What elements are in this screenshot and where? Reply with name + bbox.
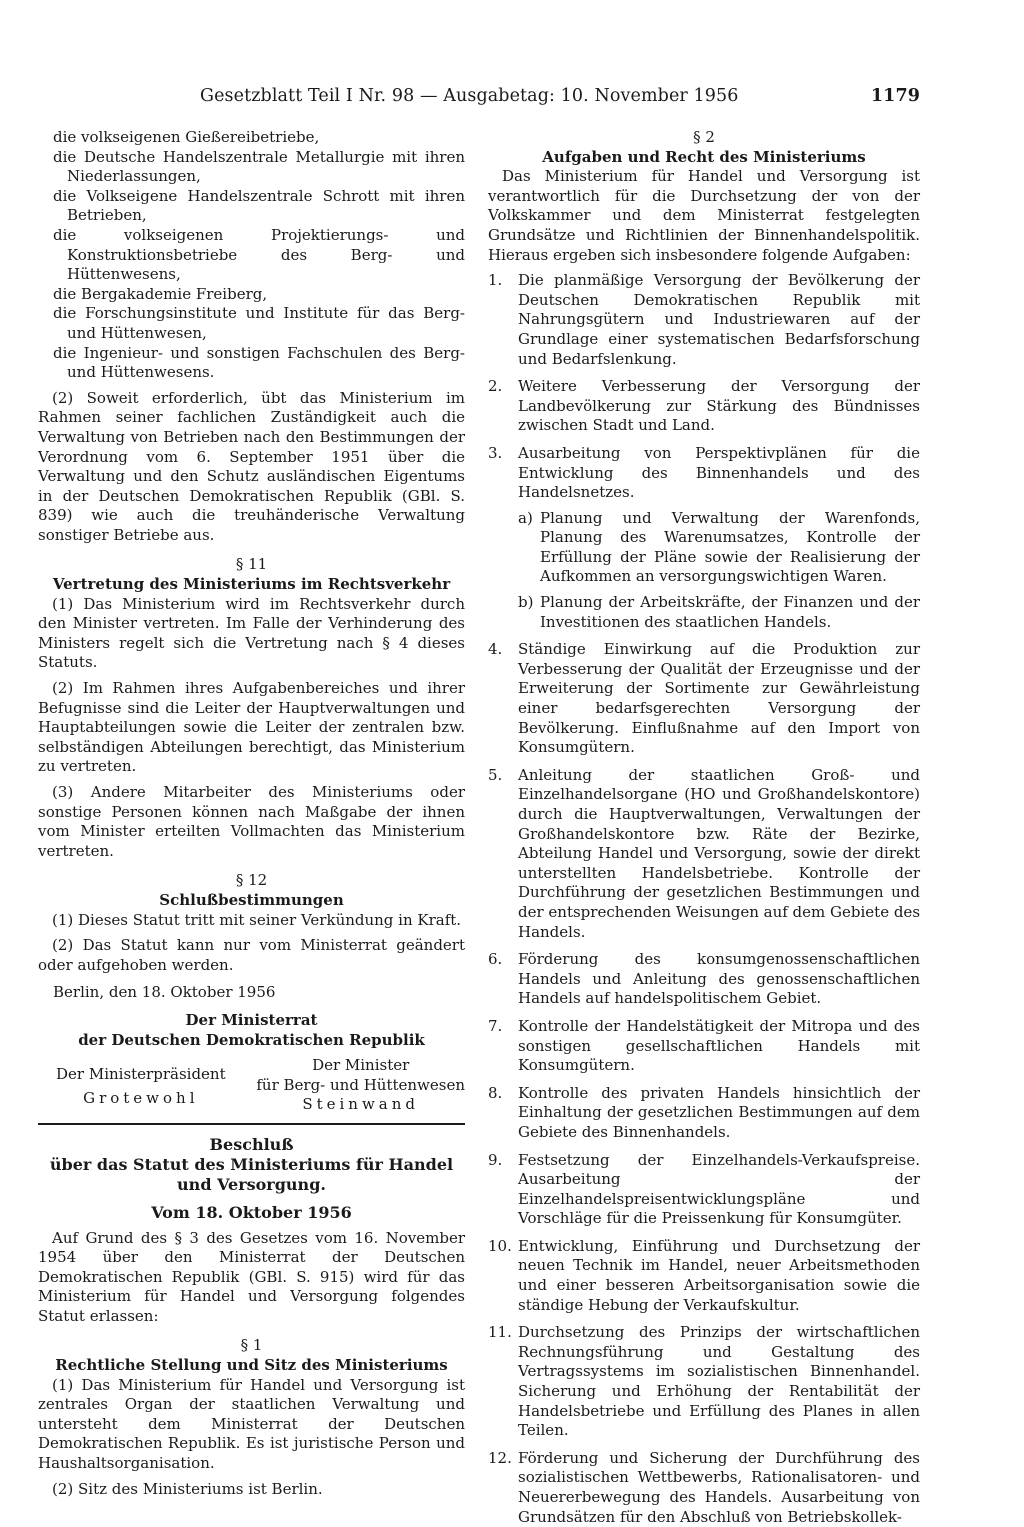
sub-item (518, 593, 920, 632)
decree-title (38, 1135, 465, 1195)
item-text: Weitere Verbesserung der Versorgung der Landbevölkerung zur Stärkung des Bündnisses zwischen Stadt und Land. (518, 377, 920, 435)
item-number: 4. (488, 640, 503, 659)
header-title: Gesetzblatt Teil I Nr. 98 — Ausgabetag: 10. November 1956 (200, 86, 739, 106)
section-title: Rechtliche Stellung und Sitz des Ministeriums (55, 1356, 448, 1375)
signatory-name: Steinwand (302, 1095, 420, 1114)
signature-left (38, 1056, 226, 1115)
sub-item-label: b) (518, 593, 534, 612)
item-number: 9. (488, 1150, 503, 1169)
item-text: Ausarbeitung von Perspektivplänen für die Entwicklung des Binnenhandels und des Handelsnetzes. (518, 443, 920, 502)
sub-item-text: Planung und Verwaltung der Warenfonds, Planung des Warenumsatzes, Kontrolle der Erfüllung der Pläne sowie der Realisierung der Aufkommen an versorgungswichtigen Waren. (540, 508, 920, 586)
list-item (488, 1017, 920, 1076)
list-item (488, 271, 920, 369)
signatory-title: Der Ministerpräsident (56, 1065, 226, 1084)
item-number: 8. (488, 1083, 503, 1102)
item-body (518, 444, 920, 632)
list-item (488, 1237, 920, 1315)
list-item (488, 444, 920, 632)
list-item (488, 377, 920, 436)
paragraph: (2) Sitz des Ministeriums ist Berlin. (52, 1479, 323, 1498)
section-title: Vertretung des Ministeriums im Rechtsverkehr (52, 575, 451, 594)
signatory-title: für Berg- und Hüttenwesen (256, 1075, 465, 1094)
item-number: 10. (488, 1236, 512, 1255)
paragraph: (1) Dieses Statut tritt mit seiner Verkündung in Kraft. (52, 910, 462, 929)
item-text: Festsetzung der Einzelhandels-Verkaufspreise. Ausarbeitung der Einzelhandelspreisentwicklungspläne und Vorschläge für die Preissenkung für Konsumgüter. (518, 1150, 920, 1228)
council-line: der Deutschen Demokratischen Republik (78, 1030, 425, 1049)
sub-item-label: a) (518, 508, 533, 527)
page-header (200, 86, 920, 116)
item-text: Kontrolle des privaten Handels hinsichtlich der Einhaltung der gesetzlichen Bestimmungen auf dem Gebiete des Binnenhandels. (518, 1083, 920, 1141)
section-number: § 2 (693, 128, 715, 146)
list-item (488, 1323, 920, 1441)
item-number: 5. (488, 765, 503, 784)
item-number: 7. (488, 1016, 503, 1035)
item-text: Ständige Einwirkung auf die Produktion zur Verbesserung der Qualität der Erzeugnisse und der Erweiterung der Sortimente zur Gewährleistung einer bedarfsgerechten Versorgung der Bevölkerung. Einflußnahme auf den Import von Konsumgütern. (518, 640, 920, 757)
paragraph: (2) Das Statut kann nur vom Ministerrat geändert oder aufgehoben werden. (38, 936, 465, 974)
decree-title-line: Beschluß (209, 1134, 294, 1154)
signatory-name: Grotewohl (83, 1088, 199, 1107)
item-text: Entwicklung, Einführung und Durchsetzung der neuen Technik im Handel, neuer Arbeitsmethoden und einer besseren Arbeitsorganisation sowie die ständige Hebung der Verkaufskultur. (518, 1236, 920, 1314)
list-item (488, 766, 920, 942)
sub-item-text: Planung der Arbeitskräfte, der Finanzen und der Investitionen des staatlichen Handels. (540, 593, 920, 631)
section-divider (38, 1123, 465, 1125)
right-column (488, 128, 920, 1527)
paragraph: Das Ministerium für Handel und Versorgung ist verantwortlich für die Durchsetzung der von der Volkskammer und dem Ministerrat festgelegten Grundsätze und Richtlinien der Binnenhandelspolitik. Hieraus ergeben sich insbesondere folgende Aufgaben: (488, 167, 920, 264)
paragraph: (3) Andere Mitarbeiter des Ministeriums oder sonstige Personen können nach Maßgabe der ihnen vom Minister erteilten Vollmachten das Ministerium vertreten. (38, 783, 465, 860)
list-item (488, 1449, 920, 1527)
council-line: Der Ministerrat (185, 1010, 318, 1029)
paragraph: (1) Das Ministerium wird im Rechtsverkehr durch den Minister vertreten. Im Falle der Verhinderung des Ministers regelt sich die Vertretung nach § 4 dieses Statuts. (38, 594, 465, 672)
page-number: 1179 (870, 86, 920, 106)
item-text: Die planmäßige Versorgung der Bevölkerung der Deutschen Demokratischen Republik mit Nahrungsgütern und Industriewaren auf der Grundlage einer systematischen Bedarfsforschung und Bedarfslenkung. (518, 271, 920, 368)
section-number: § 11 (235, 555, 268, 574)
list-item: die volkseigenen Gießereibetriebe, (53, 128, 320, 146)
signature-row (38, 1056, 465, 1115)
signature-right (256, 1056, 465, 1115)
place-date: Berlin, den 18. Oktober 1956 (53, 983, 276, 1002)
decree-title-line: und Versorgung. (177, 1174, 326, 1194)
section-number: § 12 (235, 871, 268, 890)
item-text: Förderung und Sicherung der Durchführung des sozialistischen Wettbewerbs, Rationalisatoren- und Neuererbewegung des Handels. Ausarbeitung von Grundsätzen für den Abschluß von Betriebskollek- (518, 1448, 920, 1526)
item-number: 2. (488, 377, 503, 396)
item-text: Förderung des konsumgenossenschaftlichen Handels und Anleitung des genossenschaftlichen Handels auf handelspolitischem Gebiet. (518, 950, 920, 1008)
section-title: Schlußbestimmungen (159, 890, 344, 909)
paragraph: (1) Das Ministerium für Handel und Versorgung ist zentrales Organ der staatlichen Verwaltung und untersteht dem Ministerrat der Deutschen Demokratischen Republik. Es ist juristische Person und Haushaltsorganisation. (38, 1375, 465, 1473)
left-column (38, 128, 465, 1499)
item-text: Kontrolle der Handelstätigkeit der Mitropa und des sonstigen gesellschaftlichen Handels mit Konsumgütern. (518, 1016, 920, 1075)
list-item: die volkseigenen Projektierungs- und Konstruktionsbetriebe des Berg- und Hüttenwesens, (53, 225, 465, 284)
list-item: die Forschungsinstitute und Institute für das Berg- und Hüttenwesen, (53, 304, 465, 342)
paragraph: (2) Soweit erforderlich, übt das Ministerium im Rahmen seiner fachlichen Zuständigkeit auch die Verwaltung von Betrieben nach den Bestimmungen der Verordnung vom 6. September 1951 über die Verwaltung und den Schutz ausländischen Eigentums in der Deutschen Demokratischen Republik (GBl. S. 839) wie auch die treuhänderische Verwaltung sonstiger Betriebe aus. (38, 388, 465, 544)
item-number: 12. (488, 1448, 512, 1467)
item-number: 6. (488, 950, 503, 969)
paragraph: Auf Grund des § 3 des Gesetzes vom 16. November 1954 über den Ministerrat der Deutschen Demokratischen Republik (GBl. S. 915) wird für das Ministerium für Handel und Versorgung folgendes Statut erlassen: (38, 1228, 465, 1325)
list-item (488, 1151, 920, 1229)
list-item (488, 1084, 920, 1143)
signatory-title: Der Minister (312, 1056, 410, 1075)
list-item: die Volkseigene Handelszentrale Schrott mit ihren Betrieben, (53, 186, 465, 225)
list-item (488, 640, 920, 758)
list-item (488, 950, 920, 1009)
item-number: 1. (488, 271, 503, 290)
decree-date: Vom 18. Oktober 1956 (151, 1202, 352, 1222)
signatory-body (38, 1011, 465, 1050)
item-text: Anleitung der staatlichen Groß- und Einzelhandelsorgane (HO und Großhandelskontore) durch die Hauptverwaltungen, Verwaltungen der Großhandelskontore bzw. Räte der Bezirke, Abteilung Handel und Versorgung, sowie der direkt unterstellten Handelsbetriebe. Kontrolle der Durchführung der gesetzlichen Bestimmungen und der entsprechenden Weisungen auf dem Gebiete des Handels. (518, 765, 921, 941)
list-item: die Deutsche Handelszentrale Metallurgie mit ihren Niederlassungen, (53, 147, 465, 186)
section-title: Aufgaben und Recht des Ministeriums (542, 147, 866, 166)
section-number: § 1 (240, 1336, 263, 1355)
item-text: Durchsetzung des Prinzips der wirtschaftlichen Rechnungsführung und Gestaltung des Vertragssystems im sozialistischen Binnenhandel. Sicherung und Erhöhung der Rentabilität der Handelsbetriebe und Erfüllung des Planes in allen Teilen. (518, 1323, 920, 1440)
sub-item (518, 509, 920, 587)
list-item: die Bergakademie Freiberg, (53, 284, 268, 303)
task-list (488, 271, 920, 1527)
item-number: 11. (488, 1323, 512, 1342)
paragraph: (2) Im Rahmen ihres Aufgabenbereiches und ihrer Befugnisse sind die Leiter der Hauptverwaltungen und Hauptabteilungen sowie die Leiter der zentralen bzw. selbständigen Abteilungen berechtigt, das Ministerium zu vertreten. (38, 679, 465, 776)
list-item: die Ingenieur- und sonstigen Fachschulen des Berg- und Hüttenwesens. (53, 343, 465, 382)
item-number: 3. (488, 443, 503, 462)
decree-title-line: über das Statut des Ministeriums für Handel (49, 1154, 454, 1174)
